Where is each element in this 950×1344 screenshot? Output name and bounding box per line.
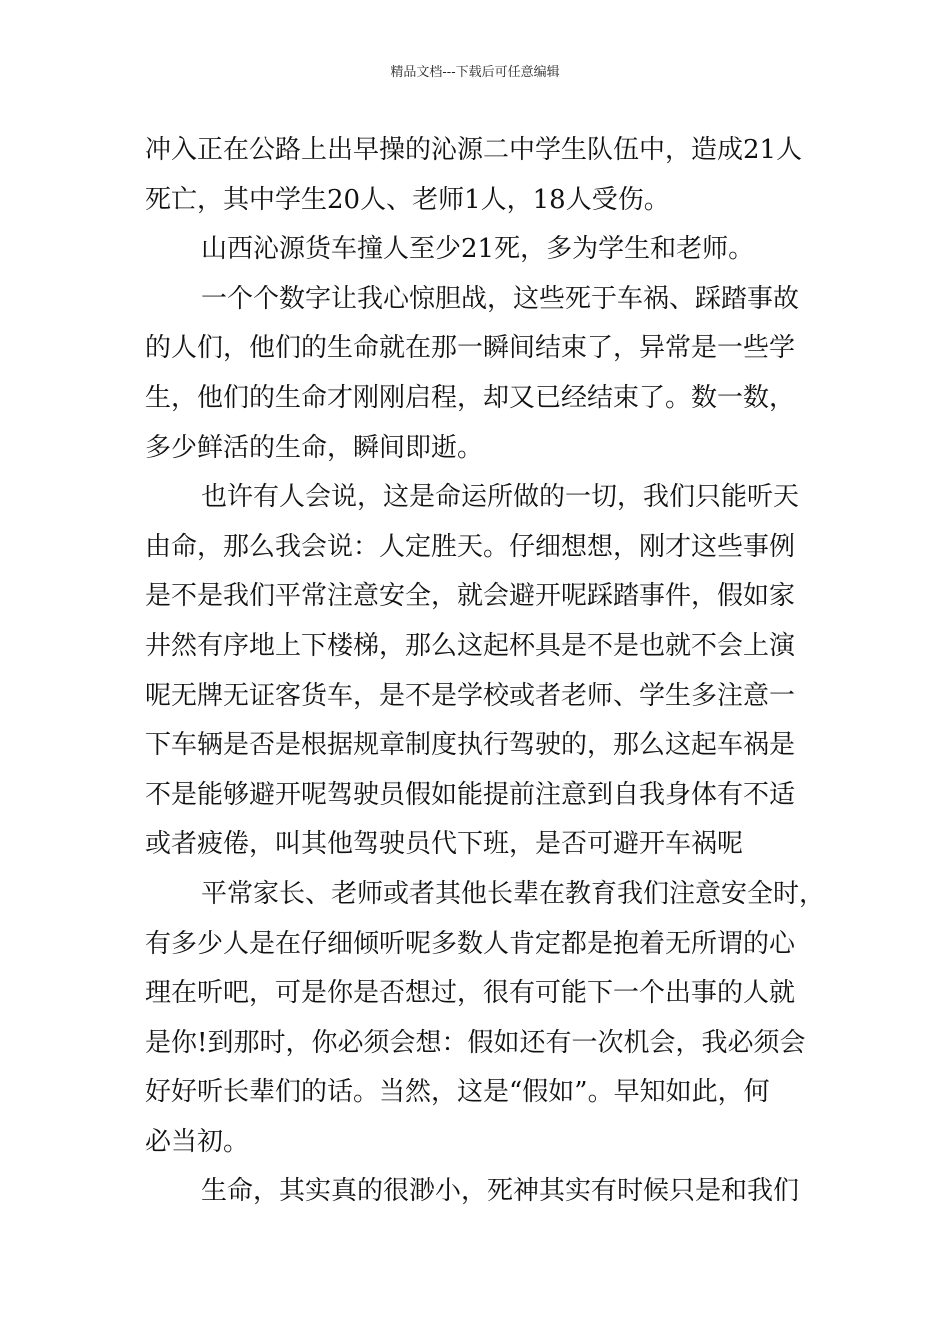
text-line: 生，他们的生命才刚刚启程，却又已经结束了。数一数， [145, 382, 796, 413]
text-line: 不是能够避开呢驾驶员假如能提前注意到自我身体有不适 [145, 779, 796, 810]
paragraph [145, 225, 825, 275]
page-header: 精品文档---下载后可任意编辑 [390, 65, 560, 80]
paragraph [145, 126, 825, 225]
text-line: 或者疲倦，叫其他驾驶员代下班，是否可避开车祸呢 [145, 829, 744, 860]
paragraph [145, 870, 825, 1168]
document-body [145, 126, 825, 1217]
text-line: 一个个数字让我心惊胆战，这些死于车祸、踩踏事故 [201, 283, 800, 314]
text-line: 山西沁源货车撞人至少21死，多为学生和老师。 [201, 234, 755, 265]
text-line: 井然有序地上下楼梯，那么这起杯具是不是也就不会上演 [145, 630, 796, 661]
text-line: 生命，其实真的很渺小，死神其实有时候只是和我们 [201, 1176, 800, 1207]
paragraph [145, 1167, 825, 1217]
paragraph [145, 275, 825, 473]
text-line: 必当初。 [145, 1126, 250, 1157]
text-line: 呢无牌无证客货车，是不是学校或者老师、学生多注意一 [145, 680, 796, 711]
text-line: 由命，那么我会说：人定胜天。仔细想想，刚才这些事例 [145, 531, 796, 562]
text-line: 下车辆是否是根据规章制度执行驾驶的，那么这起车祸是 [145, 730, 796, 761]
text-line: 多少鲜活的生命，瞬间即逝。 [145, 432, 484, 463]
text-line: 理在听吧，可是你是否想过，很有可能下一个出事的人就 [145, 978, 796, 1009]
text-line: 有多少人是在仔细倾听呢多数人肯定都是抱着无所谓的心 [145, 928, 796, 959]
text-line: 好好听长辈们的话。当然，这是“假如”。早知如此，何 [145, 1077, 770, 1108]
text-line: 也许有人会说，这是命运所做的一切，我们只能听天 [201, 482, 800, 513]
text-line: 的人们，他们的生命就在那一瞬间结束了，异常是一些学 [145, 333, 796, 364]
paragraph [145, 473, 825, 870]
text-line: 是不是我们平常注意安全，就会避开呢踩踏事件，假如家 [145, 581, 796, 612]
text-line: 死亡，其中学生20人、老师1人，18人受伤。 [145, 184, 670, 215]
text-line: 是你!到那时，你必须会想：假如还有一次机会，我必须会 [145, 1027, 806, 1058]
text-line: 平常家长、老师或者其他长辈在教育我们注意安全时， [201, 878, 826, 909]
text-line: 冲入正在公路上出早操的沁源二中学生队伍中，造成21人 [145, 135, 803, 165]
